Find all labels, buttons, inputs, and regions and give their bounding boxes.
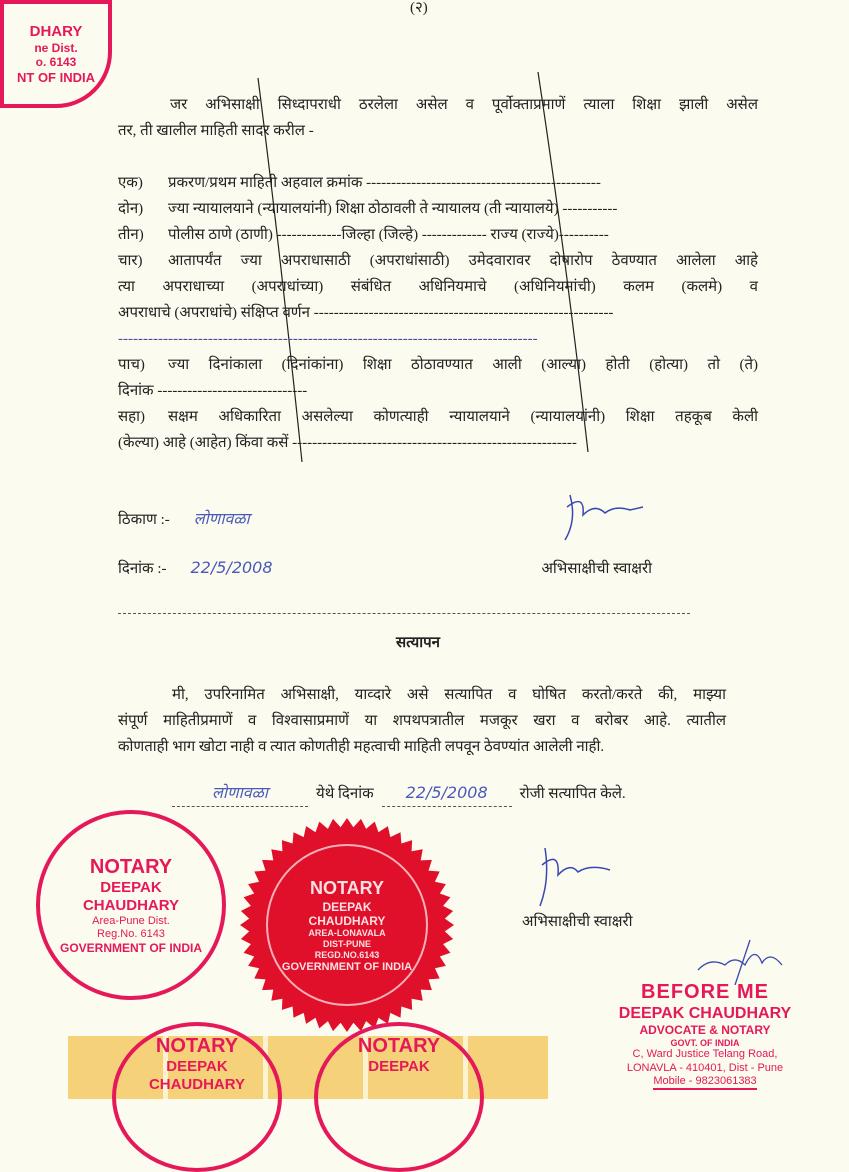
date-label: दिनांक :-: [118, 561, 167, 577]
before-me-addr2: LONAVLA - 410401, Dist - Pune: [626, 1061, 784, 1074]
stamp-text: NT OF INDIA: [17, 69, 95, 85]
intro-line-1: जर अभिसाक्षी सिध्दापराधी ठरलेला असेल व पूर्वोक्ताप्रमाणें त्याला शिक्षा झाली असेल: [170, 97, 758, 113]
stamp-name: DEEPAK: [368, 1058, 430, 1075]
stamp-text: DHARY: [29, 22, 83, 40]
verification-at: येथे दिनांक: [316, 786, 374, 802]
seal-dist: DIST-PUNE: [322, 939, 371, 950]
signature-2: [520, 840, 620, 910]
stamp-text: ne Dist.: [34, 40, 78, 55]
divider: [118, 613, 690, 614]
item-4-cont-1: त्या अपराधाच्या (अपराधांच्या) संबंधित अधिनियमाचे (अधिनियमांची) कलम (कलमे) व: [118, 279, 758, 295]
item-label: चार): [118, 253, 143, 269]
item-label: एक): [118, 175, 143, 191]
notary-round-stamp: [36, 810, 226, 1000]
stamp-top-text: NOTARY: [357, 1035, 441, 1057]
place-handwritten: लोणावळा: [193, 509, 250, 528]
item-1: [118, 170, 758, 196]
verification-line-3: कोणताही भाग खोटा नाही व त्यात कोणतीही महत्वाची माहिती लपवून ठेवण्यांत आलेली नाही.: [118, 739, 605, 755]
before-me-title: BEFORE ME: [641, 981, 769, 1003]
item-5-cont-1: दिनांक ------------------------------: [118, 383, 308, 399]
notary-seal-text: [272, 850, 422, 1002]
stamp-name: CHAUDHARY: [148, 1076, 246, 1093]
stamp-bottom-text: GOVERNMENT OF INDIA: [59, 940, 202, 955]
item-label: दोन): [118, 201, 144, 217]
verification-place: लोणावळा: [172, 780, 308, 807]
item-6: [118, 404, 758, 430]
signature-label: अभिसाक्षीची स्वाक्षरी: [541, 561, 652, 577]
item-text: पोलीस ठाणे (ठाणी) -------------जिल्हा (जिल्हे) ------------- राज्य (राज्ये)----------: [168, 227, 609, 243]
stamp-name: CHAUDHARY: [82, 896, 180, 914]
stamp-reg: Reg.No. 6143: [97, 927, 165, 940]
place-row: [118, 506, 758, 533]
document-body: [118, 92, 758, 807]
stamp-text: o. 6143: [35, 55, 77, 70]
before-me-name: DEEPAK CHAUDHARY: [618, 1005, 792, 1022]
bottom-notary-stamp-1: [112, 1022, 282, 1172]
item-4-cont-3: ------------------------------------------------------------------------------------: [118, 331, 538, 347]
notary-signature: [690, 935, 790, 985]
verification-date: 22/5/2008: [382, 780, 512, 807]
verification-place-date-row: [118, 780, 758, 807]
item-text: सक्षम अधिकारिता असलेल्या कोणत्याही न्यायालयाने (न्यायालयांनी) शिक्षा तहकूब केली: [168, 409, 758, 425]
verification-end: रोजी सत्यापित केले.: [519, 786, 626, 802]
item-3: [118, 222, 758, 248]
before-me-stamp: [610, 980, 800, 1090]
stamp-name: DEEPAK: [100, 878, 162, 896]
seal-name2: CHAUDHARY: [308, 914, 386, 928]
verification-title: सत्यापन: [396, 635, 440, 651]
item-text: प्रकरण/प्रथम माहिती अहवाल क्रमांक -----------------------------------------------: [168, 175, 601, 191]
seal-top: NOTARY: [310, 878, 384, 899]
verification-line-2: संपूर्ण माहितीप्रमाणें व विश्वासाप्रमाणें या शपथपत्रातील मजकूर खरा व बरोबर आहे. त्यातील: [118, 713, 726, 729]
seal-area: AREA-LONAVALA: [308, 928, 386, 939]
item-4-cont-2: अपराधाचे (अपराधांचे) संक्षिप्त वर्णन ------------------------------------------------------------: [118, 305, 614, 321]
item-4: [118, 248, 758, 274]
seal-reg: REGD.NO.6143: [314, 949, 380, 960]
stamp-top-text: NOTARY: [155, 1035, 239, 1057]
item-text: ज्या दिनांकाला (दिनांकांना) शिक्षा ठोठावण्यात आली (आल्या) होती (होत्या) तो (ते): [168, 357, 758, 373]
item-5: [118, 352, 758, 378]
signature-label-2: अभिसाक्षीची स्वाक्षरी: [522, 914, 633, 930]
stamp-name: DEEPAK: [166, 1058, 228, 1075]
seal-name1: DEEPAK: [322, 899, 372, 914]
intro-line-2: तर, ती खालील माहिती सादर करील -: [118, 123, 314, 139]
item-text: आतापर्यंत ज्या अपराधासाठी (अपराधांसाठी) उमेदवारावर दोषारोप ठेवण्यात आलेला आहे: [168, 253, 758, 269]
date-handwritten: 22/5/2008: [190, 558, 273, 577]
date-row: [118, 555, 758, 582]
item-6-cont-1: (केल्या) आहे (आहेत) किंवा कसें ---------------------------------------------------------: [118, 435, 577, 451]
partial-notary-stamp: [0, 0, 112, 108]
stamp-top-text: NOTARY: [89, 855, 173, 878]
before-me-role: ADVOCATE & NOTARY: [639, 1023, 771, 1038]
before-me-mobile: Mobile - 9823061383: [653, 1075, 756, 1090]
place-label: ठिकाण :-: [118, 512, 170, 528]
item-label: पाच): [118, 357, 145, 373]
page-number: (२): [410, 0, 428, 16]
before-me-govt: GOVT. OF INDIA: [670, 1037, 740, 1048]
verification-line-1: मी, उपरिनामित अभिसाक्षी, याव्दारे असे सत्यापित व घोषित करतो/करते की, माझ्या: [172, 687, 726, 703]
item-text: ज्या न्यायालयाने (न्यायालयांनी) शिक्षा ठोठावली ते न्यायालय (ती न्यायालये) -----------: [168, 201, 618, 217]
signature-1: [555, 485, 650, 545]
item-label: तीन): [118, 227, 144, 243]
item-2: [118, 196, 758, 222]
stamp-area: Area-Pune Dist.: [92, 914, 170, 927]
bottom-notary-stamp-2: [314, 1022, 484, 1172]
before-me-addr1: C, Ward Justice Telang Road,: [632, 1048, 778, 1061]
item-label: सहा): [118, 409, 145, 425]
seal-bottom: GOVERNMENT OF INDIA: [281, 960, 413, 973]
